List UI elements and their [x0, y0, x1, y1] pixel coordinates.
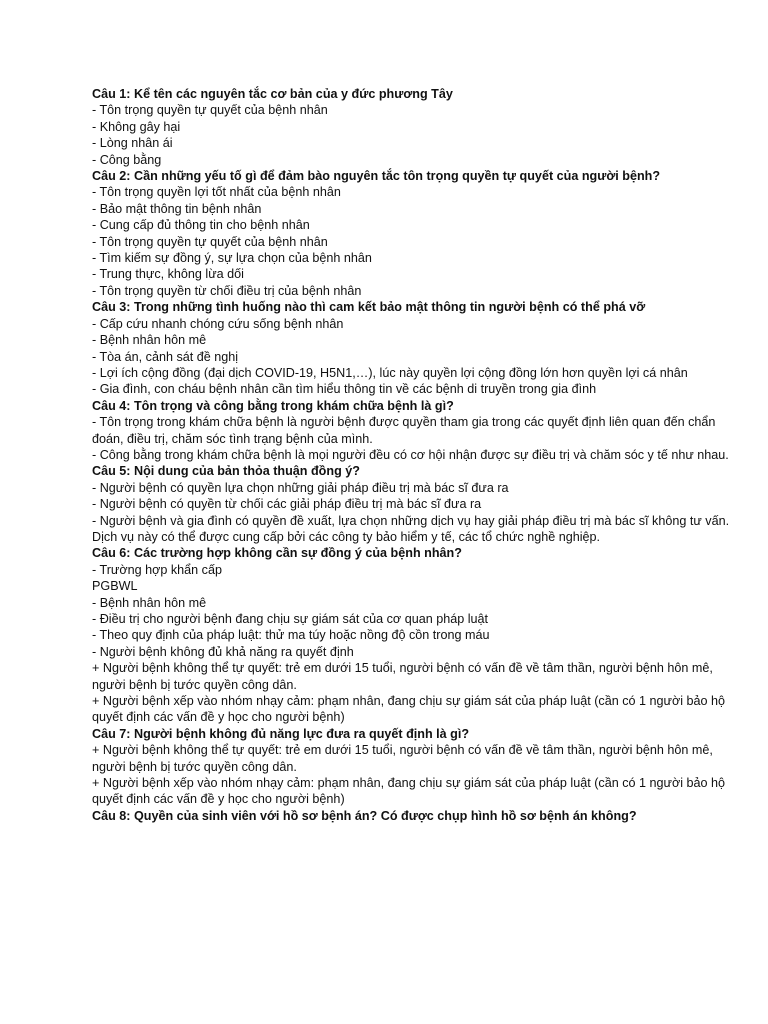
answer-line: - Người bệnh có quyền từ chối các giải pháp điều trị mà bác sĩ đưa ra [92, 497, 482, 512]
question-heading: Câu 2: Cần những yếu tố gì để đảm bào nguyên tắc tôn trọng quyền tự quyết của người bệnh? [92, 169, 661, 184]
question-heading: Câu 3: Trong những tình huống nào thì cam kết bảo mật thông tin người bệnh có thể phá vỡ [92, 300, 646, 315]
answer-line: - Trung thực, không lừa dối [92, 267, 244, 282]
document-page [92, 86, 732, 824]
question-heading: Câu 8: Quyền của sinh viên với hồ sơ bệnh án? Có được chụp hình hồ sơ bệnh án không? [92, 808, 637, 823]
answer-line: - Công bằng trong khám chữa bệnh là mọi người đều có cơ hội nhận được sự điều trị và chăm sóc y tế như nhau. [92, 447, 729, 462]
answer-line: - Người bệnh và gia đình có quyền đề xuất, lựa chọn những dịch vụ hay giải pháp điều trị mà bác sĩ không tư vấn. Dịch vụ này có thể được cung cấp bởi các công ty bảo hiểm y tế, các tổ chức nghề nghiệp. [92, 513, 733, 544]
answer-line: - Gia đình, con cháu bệnh nhân cần tìm hiểu thông tin về các bệnh di truyền trong gia đình [92, 382, 597, 397]
answer-line: + Người bệnh không thể tự quyết: trẻ em dưới 15 tuổi, người bệnh có vấn đề về tâm thần, người bệnh hôn mê, người bệnh bị tước quyền công dân. [92, 743, 717, 774]
answer-line: - Công bằng [92, 152, 162, 167]
answer-line: - Bệnh nhân hôn mê [92, 333, 207, 348]
answer-line: - Tôn trọng quyền lợi tốt nhất của bệnh nhân [92, 185, 341, 200]
question-heading: Câu 6: Các trường hợp không cần sự đồng ý của bệnh nhân? [92, 546, 462, 561]
question-heading: Câu 7: Người bệnh không đủ năng lực đưa ra quyết định là gì? [92, 726, 470, 741]
question-heading: Câu 4: Tôn trọng và công bằng trong khám chữa bệnh là gì? [92, 398, 454, 413]
answer-line: - Tôn trọng trong khám chữa bệnh là người bệnh được quyền tham gia trong các quyết định liên quan đến chẩn đoán, điều trị, chăm sóc tình trạng bệnh của mình. [92, 415, 719, 446]
answer-line: + Người bệnh xếp vào nhóm nhạy cảm: phạm nhân, đang chịu sự giám sát của pháp luật (cần có 1 người bảo hộ quyết định các vấn đề y học cho người bệnh) [92, 776, 729, 807]
question-heading: Câu 1: Kể tên các nguyên tắc cơ bản của y đức phương Tây [92, 87, 453, 101]
answer-line: - Cung cấp đủ thông tin cho bệnh nhân [92, 218, 310, 233]
answer-line: - Lợi ích cộng đồng (đại dịch COVID-19, H5N1,…), lúc này quyền lợi cộng đồng lớn hơn quyền lợi cá nhân [92, 365, 688, 380]
answer-line: - Theo quy định của pháp luật: thử ma túy hoặc nồng độ cồn trong máu [92, 628, 490, 643]
answer-line: - Trường hợp khẩn cấp [92, 562, 222, 577]
answer-line: - Người bệnh có quyền lựa chọn những giải pháp điều trị mà bác sĩ đưa ra [92, 480, 509, 495]
answer-line: - Lòng nhân ái [92, 136, 173, 151]
answer-line: - Tôn trọng quyền tự quyết của bệnh nhân [92, 234, 328, 249]
answer-line: PGBWL [92, 579, 138, 594]
answer-line: - Không gây hại [92, 119, 181, 134]
answer-line: + Người bệnh xếp vào nhóm nhạy cảm: phạm nhân, đang chịu sự giám sát của pháp luật (cần có 1 người bảo hộ quyết định các vấn đề y học cho người bệnh) [92, 694, 729, 725]
answer-line: - Tòa án, cảnh sát đề nghị [92, 349, 239, 364]
answer-line: - Tìm kiếm sự đồng ý, sự lựa chọn của bệnh nhân [92, 251, 372, 266]
answer-line: - Bảo mật thông tin bệnh nhân [92, 201, 262, 216]
answer-line: - Người bệnh không đủ khả năng ra quyết định [92, 644, 354, 659]
question-heading: Câu 5: Nội dung của bản thỏa thuận đồng ý? [92, 464, 360, 479]
answer-line: - Cấp cứu nhanh chóng cứu sống bệnh nhân [92, 316, 344, 331]
answer-line: - Tôn trọng quyền từ chối điều trị của bệnh nhân [92, 283, 362, 298]
answer-line: + Người bệnh không thể tự quyết: trẻ em dưới 15 tuổi, người bệnh có vấn đề về tâm thần, người bệnh hôn mê, người bệnh bị tước quyền công dân. [92, 661, 717, 692]
answer-line: - Tôn trọng quyền tự quyết của bệnh nhân [92, 103, 328, 118]
answer-line: - Điều trị cho người bệnh đang chịu sự giám sát của cơ quan pháp luật [92, 612, 489, 626]
answer-line: - Bệnh nhân hôn mê [92, 595, 207, 610]
